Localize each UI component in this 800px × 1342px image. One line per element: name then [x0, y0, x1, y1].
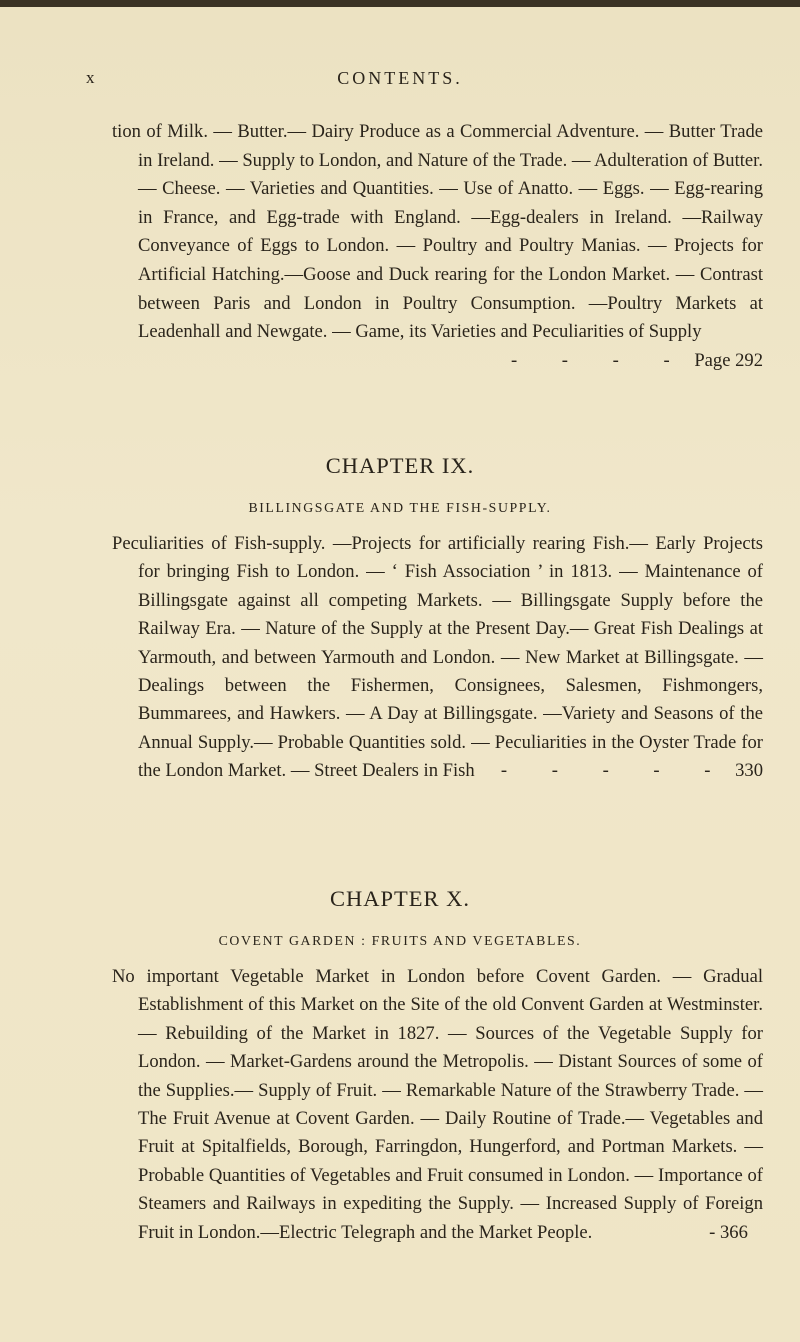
chapter-10-page-ref — [709, 1219, 763, 1247]
running-head — [0, 68, 800, 98]
chapter-9-subtitle: BILLINGSGATE AND THE FISH-SUPPLY. — [248, 500, 552, 515]
top-edge-rule — [0, 0, 800, 7]
continued-chapter-summary — [112, 118, 763, 375]
chapter-9-heading: CHAPTER IX. — [325, 453, 475, 478]
chapter-9-summary-text: Peculiarities of Fish-supply. —Projects for artificially rearing Fish.— Early Projects for bringing Fish to London. — ‘ Fish Association ’ in 1813. — Maintenance of Billingsgate against all competing Markets. — Billingsgate Supply before the Railway Era. — Nature of the Supply at the Present Day.— Great Fish Dealings at Yarmouth, and between Yarmouth and London. — New Market at Billingsgate. — Dealings between the Fishermen, Consignees, Salesmen, Fishmongers, Bummarees, and Hawkers. — A Day at Billingsgate. —Variety and Seasons of the Annual Supply.— Probable Quantities sold. — Peculiarities in the Oyster Trade for the London Market. — Street Dealers in Fish — [112, 533, 763, 782]
continued-page-ref — [510, 347, 763, 376]
chapter-10-leader: - — [709, 1221, 716, 1243]
continued-leader: - - - - — [510, 349, 690, 371]
chapter-9-page-number: 330 — [735, 760, 763, 782]
running-head-title: CONTENTS. — [337, 68, 463, 88]
chapter-10-summary-text: No important Vegetable Market in London before Covent Garden. — Gradual Establishment of this Market on the Site of the old Convent Garden at Westminster. — Rebuilding of the Market in 1827. — Sources of the Vegetable Supply for London. — Market-Gardens around the Metropolis. — Distant Sources of some of the Supplies.— Supply of Fruit. — Remarkable Nature of the Strawberry Trade. — The Fruit Avenue at Covent Garden. — Daily Routine of Trade.— Vegetables and Fruit at Spitalfields, Borough, Farringdon, Hungerford, and Portman Markets. — Probable Quantities of Vegetables and Fruit consumed in London. — Importance of Steamers and Railways in expediting the Supply. — Increased Supply of Foreign Fruit in London.—Electric Telegraph and the Market People. — [112, 966, 763, 1243]
chapter-10-summary — [112, 963, 763, 1247]
chapter-10-page-number: 366 — [719, 1221, 748, 1243]
chapter-10-subtitle: COVENT GARDEN : FRUITS AND VEGETABLES. — [218, 933, 582, 948]
chapter-9-summary — [112, 530, 763, 786]
chapter-9-page-ref — [500, 757, 763, 785]
chapter-10-heading: CHAPTER X. — [329, 886, 470, 911]
page-folio: x — [86, 68, 96, 87]
continued-page-number: Page 292 — [694, 349, 763, 371]
chapter-9-leader: - - - - - — [500, 760, 731, 782]
continued-summary-text: tion of Milk. — Butter.— Dairy Produce as a Commercial Adventure. — Butter Trade in Ireland. — Supply to London, and Nature of the Trade. — Adulteration of Butter. — Cheese. — Varieties and Quantities. — Use of Anatto. — Eggs. — Egg-rearing in France, and Egg-trade with England. —Egg-dealers in Ireland. —Railway Conveyance of Eggs to London. — Poultry and Poultry Manias. — Projects for Artificial Hatching.—Goose and Duck rearing for the London Market. — Contrast between Paris and London in Poultry Consumption. —Poultry Markets at Leadenhall and Newgate. — Game, its Varieties and Peculiarities of Supply — [112, 121, 763, 343]
